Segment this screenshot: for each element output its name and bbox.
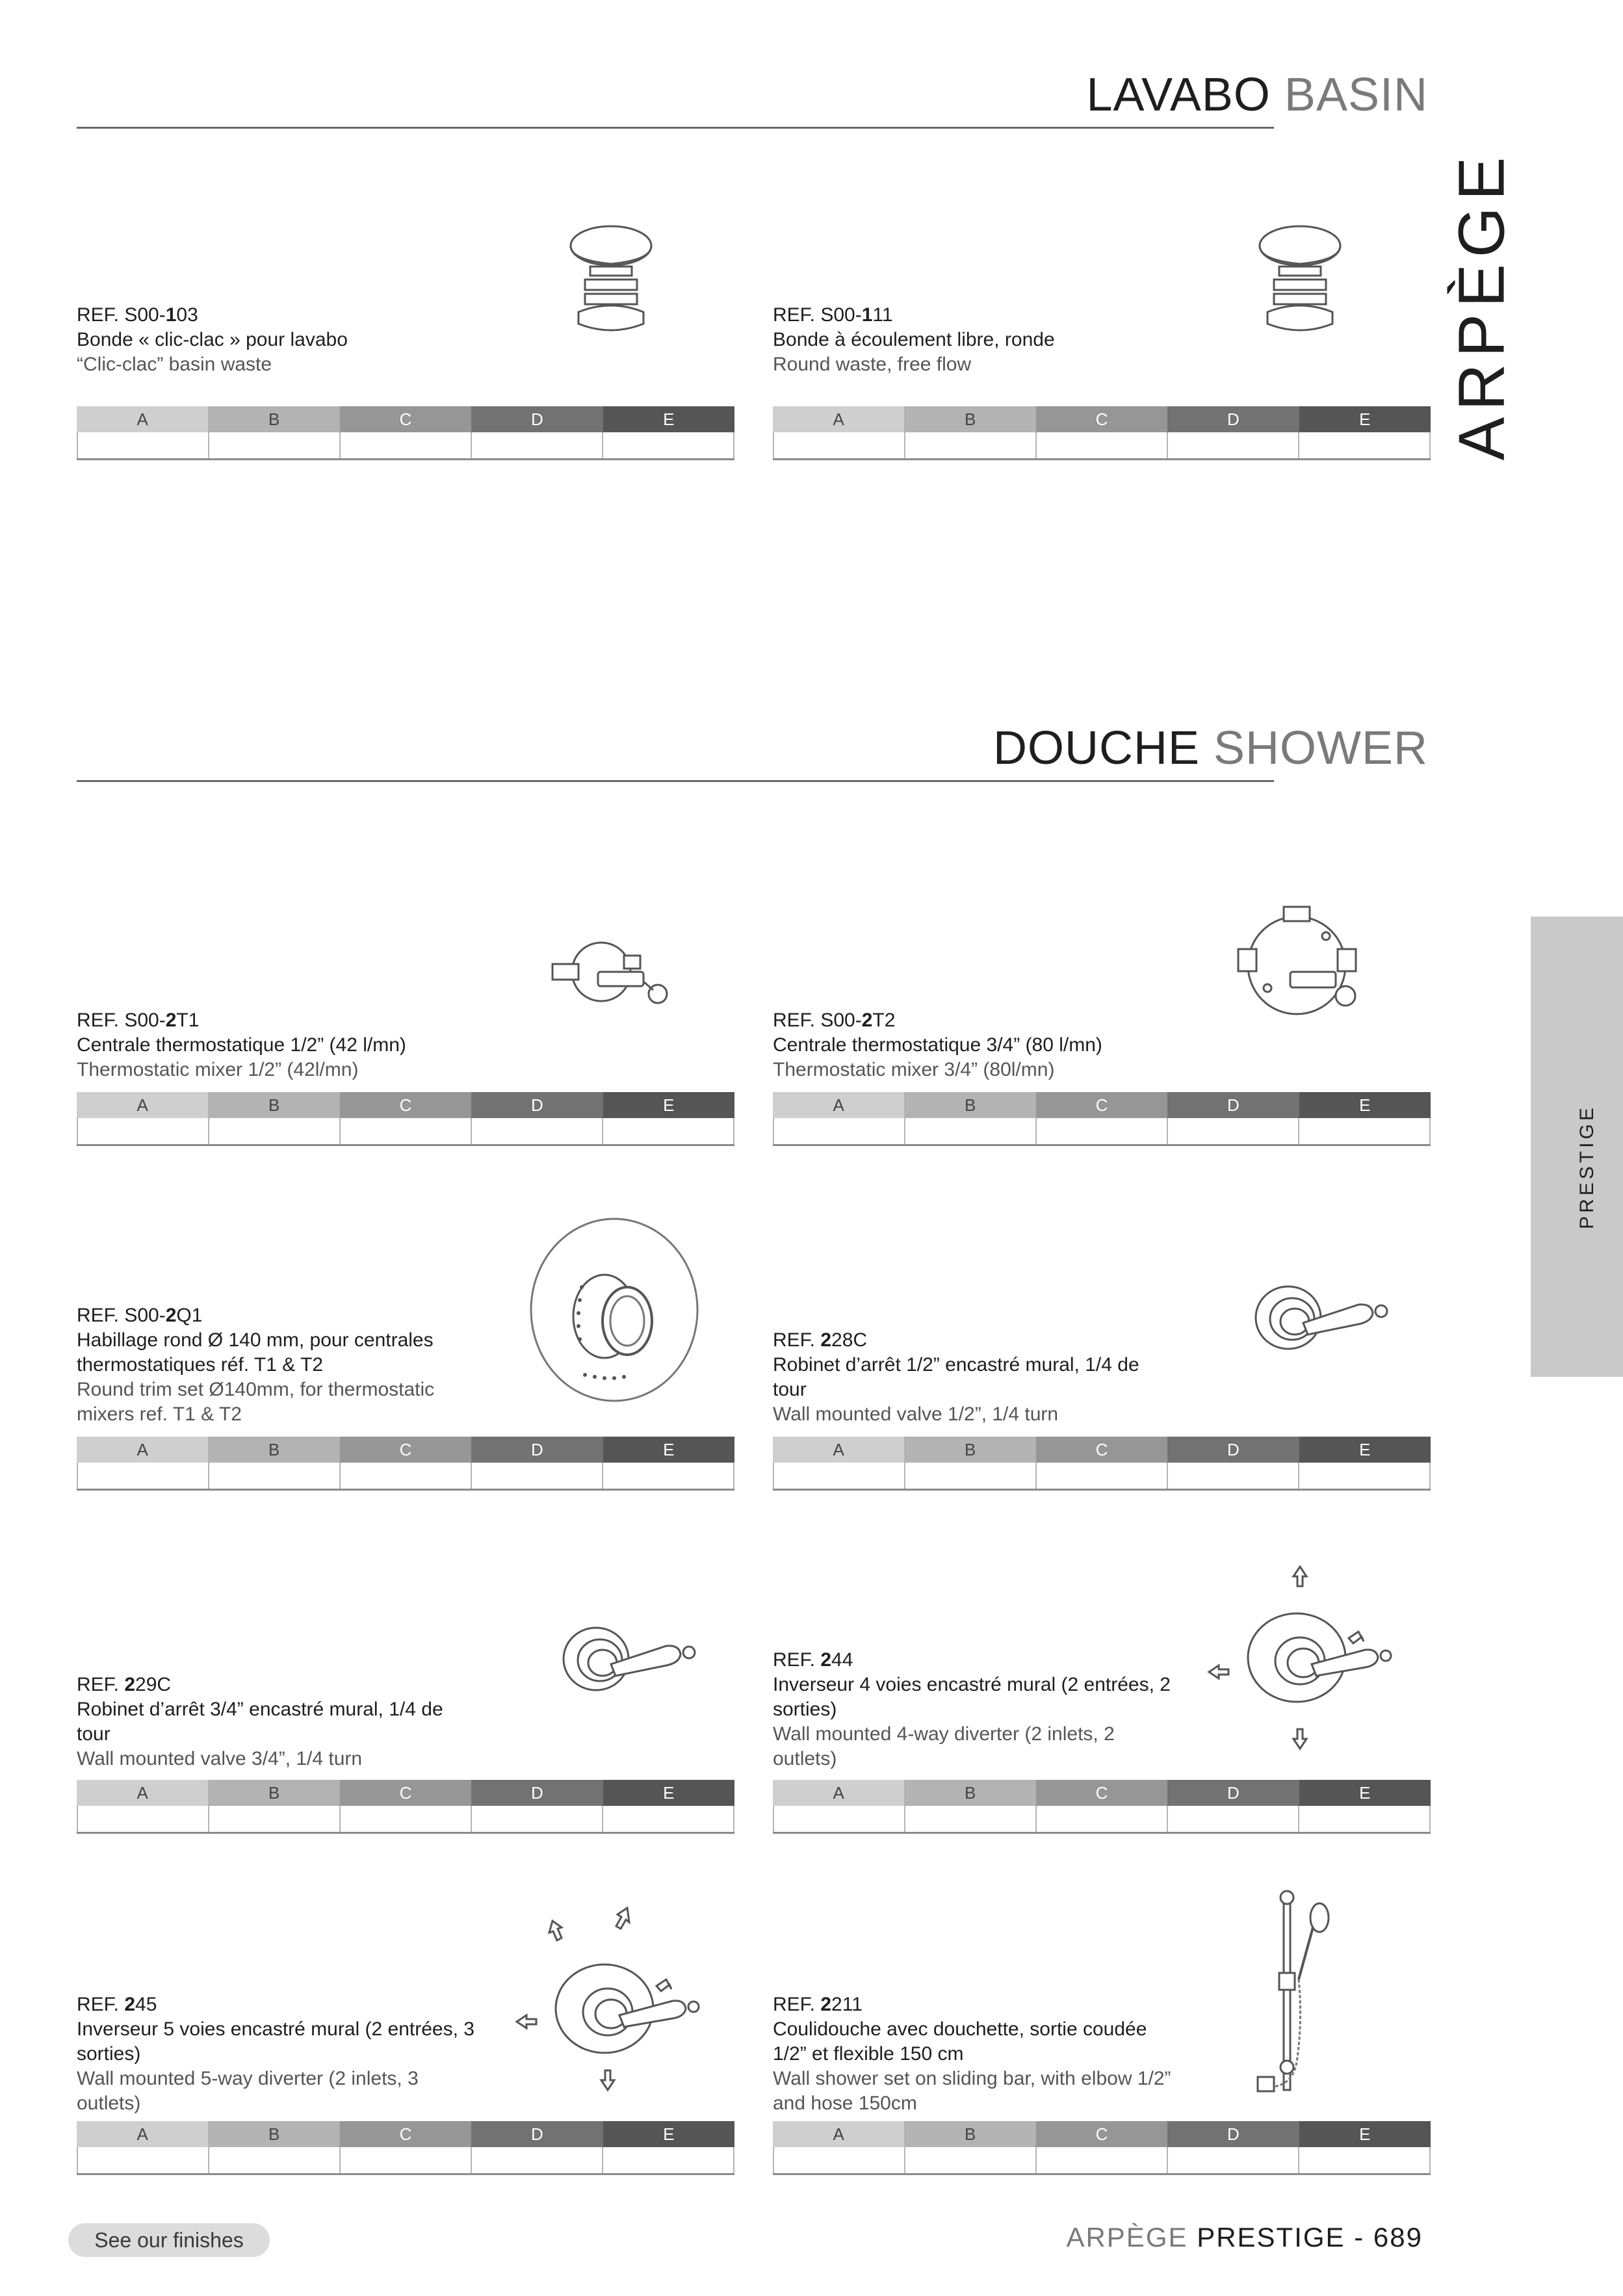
product-text xyxy=(773,1992,1176,2116)
finish-cell xyxy=(77,1806,208,1832)
finish-a[interactable]: A xyxy=(77,1437,208,1463)
finish-cell xyxy=(602,1118,734,1144)
finish-b[interactable]: B xyxy=(208,1092,339,1118)
section-divider xyxy=(77,780,1274,782)
finish-table xyxy=(773,406,1431,461)
finish-e[interactable]: E xyxy=(1299,1092,1431,1118)
finish-cell xyxy=(773,1806,904,1832)
finish-cell xyxy=(1035,2147,1167,2173)
side-tab-prestige[interactable] xyxy=(1531,917,1623,1377)
finish-e[interactable]: E xyxy=(603,2121,734,2147)
finish-cell xyxy=(208,1806,339,1832)
five-way-diverter-icon xyxy=(510,1901,712,2096)
side-brand-text: ARPÈGE xyxy=(1445,150,1518,461)
finish-cell xyxy=(208,1118,339,1144)
finish-cell xyxy=(339,2147,471,2173)
finish-a[interactable]: A xyxy=(773,1780,904,1806)
footer-collection: PRESTIGE xyxy=(1197,2222,1345,2252)
product-ref: REF. 245 xyxy=(77,1994,157,2015)
section-title-fr: LAVABO xyxy=(1086,69,1271,121)
finish-b[interactable]: B xyxy=(208,1780,339,1806)
finish-table xyxy=(773,1437,1431,1491)
finish-e[interactable]: E xyxy=(1299,2121,1431,2147)
finish-e[interactable]: E xyxy=(603,1780,734,1806)
product-name-en: Thermostatic mixer 1/2” (42l/mn) xyxy=(77,1059,359,1080)
product-text xyxy=(77,1303,480,1427)
round-trim-icon xyxy=(520,1209,702,1411)
finish-a[interactable]: A xyxy=(77,2121,208,2147)
finish-cell xyxy=(1298,1806,1431,1832)
finish-e[interactable]: E xyxy=(603,1092,734,1118)
product-name-fr: Bonde à écoulement libre, ronde xyxy=(773,329,1055,350)
finish-d[interactable]: D xyxy=(1167,406,1299,432)
product-name-fr: Centrale thermostatique 3/4” (80 l/mn) xyxy=(773,1034,1102,1056)
page-footer xyxy=(1066,2222,1423,2253)
finish-cell xyxy=(471,1806,602,1832)
side-tab-label: PRESTIGE xyxy=(1576,1104,1598,1229)
product-name-fr: Robinet d’arrêt 3/4” encastré mural, 1/4 de tour xyxy=(77,1699,443,1745)
product-name-fr: Inverseur 5 voies encastré mural (2 entrées, 3 sorties) xyxy=(77,2018,474,2065)
finish-cell xyxy=(1167,1118,1298,1144)
product-text xyxy=(773,303,1176,377)
finish-cell xyxy=(904,432,1035,458)
product-ref: REF. 244 xyxy=(773,1649,853,1671)
product-name-fr: Bonde « clic-clac » pour lavabo xyxy=(77,329,348,350)
finish-cell xyxy=(471,1118,602,1144)
product-ref: REF. S00-2Q1 xyxy=(77,1305,203,1326)
side-brand-label xyxy=(1430,150,1534,462)
finish-table xyxy=(77,1092,734,1147)
finish-table xyxy=(77,1780,734,1834)
finish-a[interactable]: A xyxy=(77,406,208,432)
finish-cell xyxy=(904,1806,1035,1832)
finish-a[interactable]: A xyxy=(773,1092,904,1118)
finish-table xyxy=(77,406,734,461)
finish-cell xyxy=(1167,432,1298,458)
finish-cell xyxy=(904,1118,1035,1144)
finish-b[interactable]: B xyxy=(904,1437,1035,1463)
product-name-fr: Habillage rond Ø 140 mm, pour centrales thermostatiques réf. T1 & T2 xyxy=(77,1329,434,1376)
finish-d[interactable]: D xyxy=(1167,1780,1299,1806)
see-finishes-button[interactable]: See our finishes xyxy=(68,2223,270,2257)
finish-c[interactable]: C xyxy=(340,2121,471,2147)
finish-c[interactable]: C xyxy=(340,1092,471,1118)
click-clack-waste-icon xyxy=(552,221,669,348)
product-name-en: Wall mounted valve 1/2”, 1/4 turn xyxy=(773,1403,1059,1425)
finish-e[interactable]: E xyxy=(1299,406,1431,432)
wall-valve-large-icon xyxy=(556,1619,705,1703)
finish-cell xyxy=(77,1118,208,1144)
finish-c[interactable]: C xyxy=(1036,406,1167,432)
finish-cell xyxy=(208,1463,339,1489)
finish-cell xyxy=(471,1463,602,1489)
finish-cell xyxy=(1298,2147,1431,2173)
product-name-en: Wall mounted 4-way diverter (2 inlets, 2 outlets) xyxy=(773,1723,1115,1769)
finish-cell xyxy=(339,1463,471,1489)
finish-d[interactable]: D xyxy=(471,2121,603,2147)
page-number: 689 xyxy=(1373,2222,1423,2252)
finish-cell xyxy=(1298,1463,1431,1489)
finish-d[interactable]: D xyxy=(1167,1437,1299,1463)
finish-cell xyxy=(339,1118,471,1144)
finish-cell xyxy=(77,2147,208,2173)
finish-cell xyxy=(1167,1806,1298,1832)
product-ref: REF. S00-103 xyxy=(77,304,198,326)
finish-cell xyxy=(602,432,734,458)
finish-cell xyxy=(602,1463,734,1489)
finish-cell xyxy=(339,432,471,458)
product-name-en: Round trim set Ø140mm, for thermostatic mixers ref. T1 & T2 xyxy=(77,1379,435,1425)
footer-separator: - xyxy=(1354,2222,1365,2252)
finish-cell xyxy=(77,1463,208,1489)
finish-cell xyxy=(773,2147,904,2173)
finish-b[interactable]: B xyxy=(904,406,1035,432)
finish-cell xyxy=(602,1806,734,1832)
finish-c[interactable]: C xyxy=(340,406,471,432)
product-text xyxy=(77,303,480,377)
finish-e[interactable]: E xyxy=(1299,1437,1431,1463)
finish-e[interactable]: E xyxy=(603,406,734,432)
finish-cell xyxy=(1035,1118,1167,1144)
product-name-en: Wall shower set on sliding bar, with elbow 1/2” and hose 150cm xyxy=(773,2068,1171,2114)
finish-a[interactable]: A xyxy=(773,2121,904,2147)
finish-b[interactable]: B xyxy=(904,1780,1035,1806)
finish-cell xyxy=(1035,1463,1167,1489)
finish-cell xyxy=(208,432,339,458)
finish-cell xyxy=(208,2147,339,2173)
finish-c[interactable]: C xyxy=(1036,1437,1167,1463)
product-name-en: Thermostatic mixer 3/4” (80l/mn) xyxy=(773,1059,1055,1080)
finish-b[interactable]: B xyxy=(904,1092,1035,1118)
finish-c[interactable]: C xyxy=(1036,1092,1167,1118)
finish-cell xyxy=(602,2147,734,2173)
product-ref: REF. S00-2T1 xyxy=(77,1010,200,1031)
product-ref: REF. 228C xyxy=(773,1329,868,1351)
product-text xyxy=(77,1992,480,2116)
product-text xyxy=(773,1648,1176,1771)
section-title-shower xyxy=(993,722,1428,775)
finish-d[interactable]: D xyxy=(471,1092,603,1118)
product-ref: REF. 229C xyxy=(77,1674,172,1695)
product-name-en: Wall mounted valve 3/4”, 1/4 turn xyxy=(77,1748,363,1769)
section-title-en: BASIN xyxy=(1284,69,1428,121)
product-ref: REF. S00-111 xyxy=(773,304,893,326)
product-name-en: Round waste, free flow xyxy=(773,354,972,375)
finish-d[interactable]: D xyxy=(471,406,603,432)
finish-table xyxy=(773,1780,1431,1834)
finish-cell xyxy=(1298,1118,1431,1144)
section-title-basin xyxy=(1086,68,1428,122)
finish-cell xyxy=(1167,1463,1298,1489)
wall-valve-icon xyxy=(1248,1277,1397,1362)
finish-cell xyxy=(904,2147,1035,2173)
finish-a[interactable]: A xyxy=(77,1780,208,1806)
finish-cell xyxy=(339,1806,471,1832)
product-name-fr: Centrale thermostatique 1/2” (42 l/mn) xyxy=(77,1034,406,1056)
finish-d[interactable]: D xyxy=(471,1780,603,1806)
product-text xyxy=(773,1328,1176,1427)
finish-cell xyxy=(471,432,602,458)
thermostatic-mixer-icon xyxy=(546,920,676,1024)
finish-d[interactable]: D xyxy=(471,1437,603,1463)
finish-cell xyxy=(1298,432,1431,458)
finish-cell xyxy=(77,432,208,458)
finish-e[interactable]: E xyxy=(1299,1780,1431,1806)
finish-cell xyxy=(773,1118,904,1144)
finish-c[interactable]: C xyxy=(340,1437,471,1463)
finish-a[interactable]: A xyxy=(77,1092,208,1118)
finish-b[interactable]: B xyxy=(904,2121,1035,2147)
section-divider xyxy=(77,127,1274,129)
finish-cell xyxy=(1035,432,1167,458)
finish-c[interactable]: C xyxy=(340,1780,471,1806)
product-ref: REF. S00-2T2 xyxy=(773,1010,896,1031)
finish-c[interactable]: C xyxy=(1036,1780,1167,1806)
footer-brand: ARPÈGE xyxy=(1066,2222,1188,2252)
section-title-fr: DOUCHE xyxy=(993,722,1200,774)
four-way-diverter-icon xyxy=(1202,1560,1404,1755)
product-name-fr: Coulidouche avec douchette, sortie coudée 1/2” et flexible 150 cm xyxy=(773,2018,1147,2065)
product-name-en: “Clic-clac” basin waste xyxy=(77,354,272,375)
finish-b[interactable]: B xyxy=(208,406,339,432)
finish-cell xyxy=(904,1463,1035,1489)
finish-table xyxy=(773,2121,1431,2176)
finish-d[interactable]: D xyxy=(1167,2121,1299,2147)
thermostatic-mixer-large-icon xyxy=(1228,897,1371,1034)
round-waste-icon xyxy=(1241,221,1358,348)
product-name-fr: Inverseur 4 voies encastré mural (2 entrées, 2 sorties) xyxy=(773,1674,1171,1720)
finish-cell xyxy=(773,1463,904,1489)
finish-cell xyxy=(773,432,904,458)
finish-a[interactable]: A xyxy=(773,1437,904,1463)
product-ref: REF. 2211 xyxy=(773,1994,863,2015)
section-title-en: SHOWER xyxy=(1214,722,1428,774)
finish-table xyxy=(77,1437,734,1491)
finish-cell xyxy=(1167,2147,1298,2173)
finish-e[interactable]: E xyxy=(603,1437,734,1463)
finish-cell xyxy=(471,2147,602,2173)
product-text xyxy=(773,1008,1176,1082)
finish-a[interactable]: A xyxy=(773,406,904,432)
product-name-en: Wall mounted 5-way diverter (2 inlets, 3 outlets) xyxy=(77,2068,419,2114)
finish-b[interactable]: B xyxy=(208,1437,339,1463)
finish-table xyxy=(77,2121,734,2176)
finish-b[interactable]: B xyxy=(208,2121,339,2147)
shower-set-icon xyxy=(1235,1888,1352,2096)
product-text xyxy=(77,1673,480,1771)
finish-table xyxy=(773,1092,1431,1147)
product-name-fr: Robinet d’arrêt 1/2” encastré mural, 1/4 de tour xyxy=(773,1354,1139,1400)
finish-c[interactable]: C xyxy=(1036,2121,1167,2147)
finish-d[interactable]: D xyxy=(1167,1092,1299,1118)
product-text xyxy=(77,1008,480,1082)
finish-cell xyxy=(1035,1806,1167,1832)
